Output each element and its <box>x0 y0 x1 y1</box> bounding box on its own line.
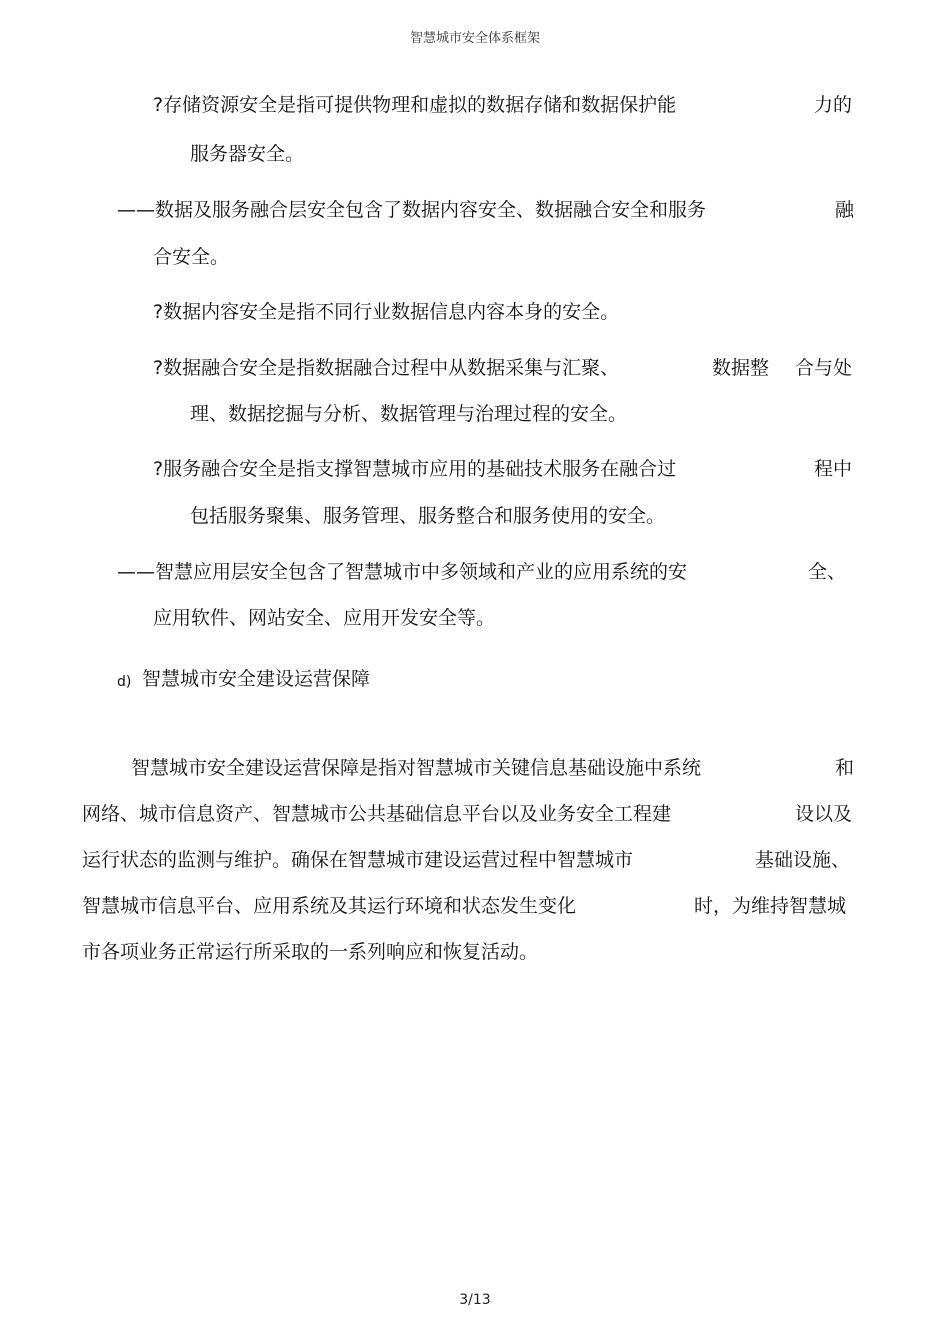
service-fusion-security-line-1: ?服务融合安全是指支撑智慧城市应用的基础技术服务在融合过 <box>153 458 677 480</box>
paragraph-line-1-end: 和 <box>834 757 854 779</box>
page-header-title: 智慧城市安全体系框架 <box>409 31 540 46</box>
page-number: 3/13 <box>459 1292 491 1308</box>
storage-security-line-1-end: 力的 <box>813 94 852 116</box>
storage-security-line-1: ?存储资源安全是指可提供物理和虚拟的数据存储和数据保护能 <box>153 94 677 116</box>
storage-security-line-2: 服务器安全。 <box>190 143 305 165</box>
section-title: 智慧城市安全建设运营保障 <box>142 668 371 690</box>
paragraph-line-1: 智慧城市安全建设运营保障是指对智慧城市关键信息基础设施中系统 <box>131 757 702 779</box>
data-service-layer-line-2: 合安全。 <box>153 246 230 268</box>
paragraph-line-3-end: 基础设施、 <box>754 849 850 871</box>
data-fusion-security-line-1: ?数据融合安全是指数据融合过程中从数据采集与汇聚、 <box>153 357 620 379</box>
paragraph-line-4: 智慧城市信息平台、应用系统及其运行环境和状态发生变化 <box>82 895 577 917</box>
smart-app-layer-line-1: ——智慧应用层安全包含了智慧城市中多领域和产业的应用系统的安 <box>117 561 688 583</box>
data-service-layer-line-1-end: 融 <box>834 199 854 221</box>
service-fusion-security-line-1-end: 程中 <box>813 458 852 480</box>
data-fusion-security-line-1-end: 合与处 <box>794 357 852 379</box>
data-service-layer-line-1: ——数据及服务融合层安全包含了数据内容安全、数据融合安全和服务 <box>117 199 707 221</box>
data-content-security-line: ?数据内容安全是指不同行业数据信息内容本身的安全。 <box>153 301 620 323</box>
section-marker: d) <box>117 674 132 690</box>
smart-app-layer-line-1-end: 全、 <box>807 561 846 583</box>
smart-app-layer-line-2: 应用软件、网站安全、应用开发安全等。 <box>153 607 496 629</box>
data-fusion-security-line-1-mid: 数据整 <box>712 357 770 379</box>
paragraph-line-4-end: 时，为维持智慧城 <box>693 895 846 917</box>
paragraph-line-5: 市各项业务正常运行所采取的一系列响应和恢复活动。 <box>82 941 539 963</box>
paragraph-line-2: 网络、城市信息资产、智慧城市公共基础信息平台以及业务安全工程建 <box>82 803 672 825</box>
data-fusion-security-line-2: 理、数据挖掘与分析、数据管理与治理过程的安全。 <box>190 403 628 425</box>
paragraph-line-3: 运行状态的监测与维护。确保在智慧城市建设运营过程中智慧城市 <box>82 849 634 871</box>
service-fusion-security-line-2: 包括服务聚集、服务管理、服务整合和服务使用的安全。 <box>190 505 666 527</box>
paragraph-line-2-end: 设以及 <box>794 803 852 825</box>
